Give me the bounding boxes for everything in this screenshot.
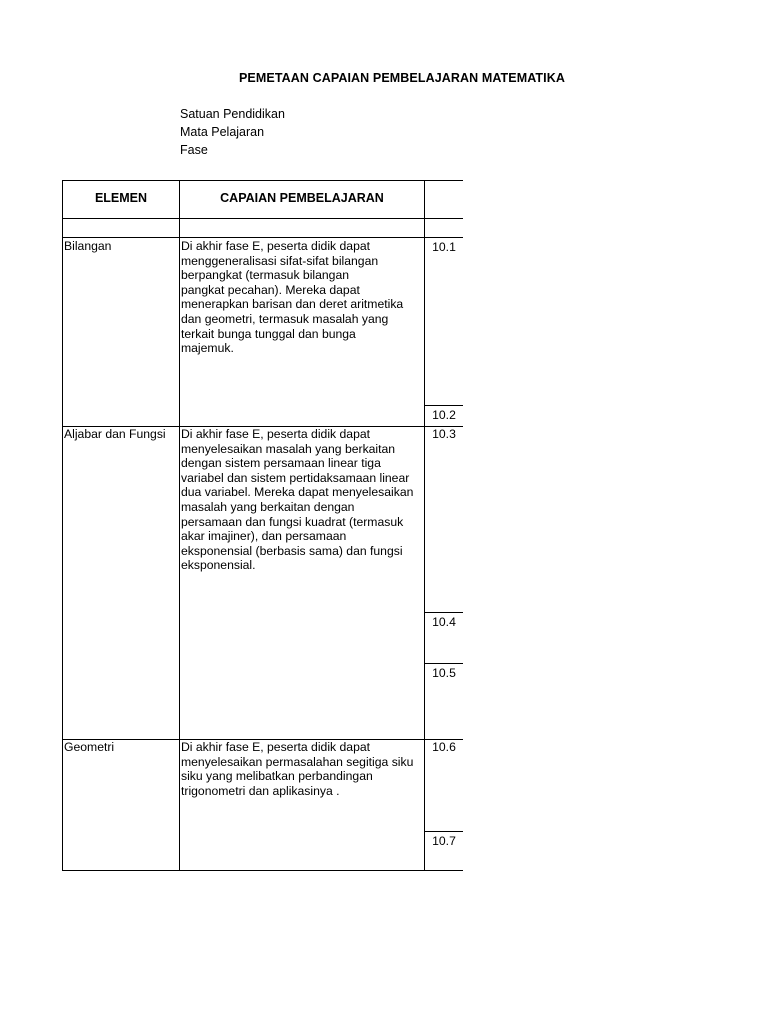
code-rule — [424, 405, 463, 406]
code-10-6: 10.6 — [432, 740, 456, 754]
cp-bilangan: Di akhir fase E, peserta didik dapat menggeneralisasi sifat-sifat bilangan berpangkat (termasuk bilangan pangkat pecahan). Mereka dapat menerapkan barisan dan deret aritmetika dan geometri, termasuk masalah yang terkait bunga tunggal dan bunga majemuk. — [181, 239, 404, 356]
table-rule — [62, 218, 463, 219]
header-elemen: ELEMEN — [94, 191, 148, 205]
code-rule — [424, 663, 463, 664]
cp-aljabar-dan-fungsi: Di akhir fase E, peserta didik dapat menyelesaikan masalah yang berkaitan dengan sistem persamaan linear tiga variabel dan sistem pertidaksamaan linear dua variabel. Mereka dapat menyelesaikan masalah yang berkaitan dengan persamaan dan fungsi kuadrat (termasuk akar imajiner), dan persamaan eksponensial (berbasis sama) dan fungsi eksponensial. — [181, 427, 414, 573]
element-bilangan: Bilangan — [64, 239, 112, 253]
table-rule — [62, 237, 463, 238]
table-border-bottom — [62, 870, 463, 871]
code-10-3: 10.3 — [432, 427, 456, 441]
code-10-5: 10.5 — [432, 666, 456, 680]
code-10-4: 10.4 — [432, 615, 456, 629]
meta-label-mata-pelajaran: Mata Pelajaran — [180, 125, 265, 139]
code-10-2: 10.2 — [432, 408, 456, 422]
cp-geometri: Di akhir fase E, peserta didik dapat menyelesaikan permasalahan segitiga siku siku yang melibatkan perbandingan trigonometri dan aplikasinya . — [181, 740, 414, 798]
code-10-1: 10.1 — [432, 240, 456, 254]
table-border-top — [62, 180, 463, 181]
meta-label-fase: Fase — [180, 143, 208, 157]
code-10-7: 10.7 — [432, 834, 456, 848]
element-aljabar-dan-fungsi: Aljabar dan Fungsi — [64, 427, 166, 441]
document-title: PEMETAAN CAPAIAN PEMBELAJARAN MATEMATIKA — [239, 71, 565, 85]
column-divider — [179, 180, 180, 871]
header-capaian-pembelajaran: CAPAIAN PEMBELAJARAN — [220, 191, 384, 205]
element-geometri: Geometri — [64, 740, 115, 754]
code-rule — [424, 831, 463, 832]
meta-label-satuan-pendidikan: Satuan Pendidikan — [180, 107, 285, 121]
table-border-left — [62, 180, 63, 871]
code-rule — [424, 612, 463, 613]
